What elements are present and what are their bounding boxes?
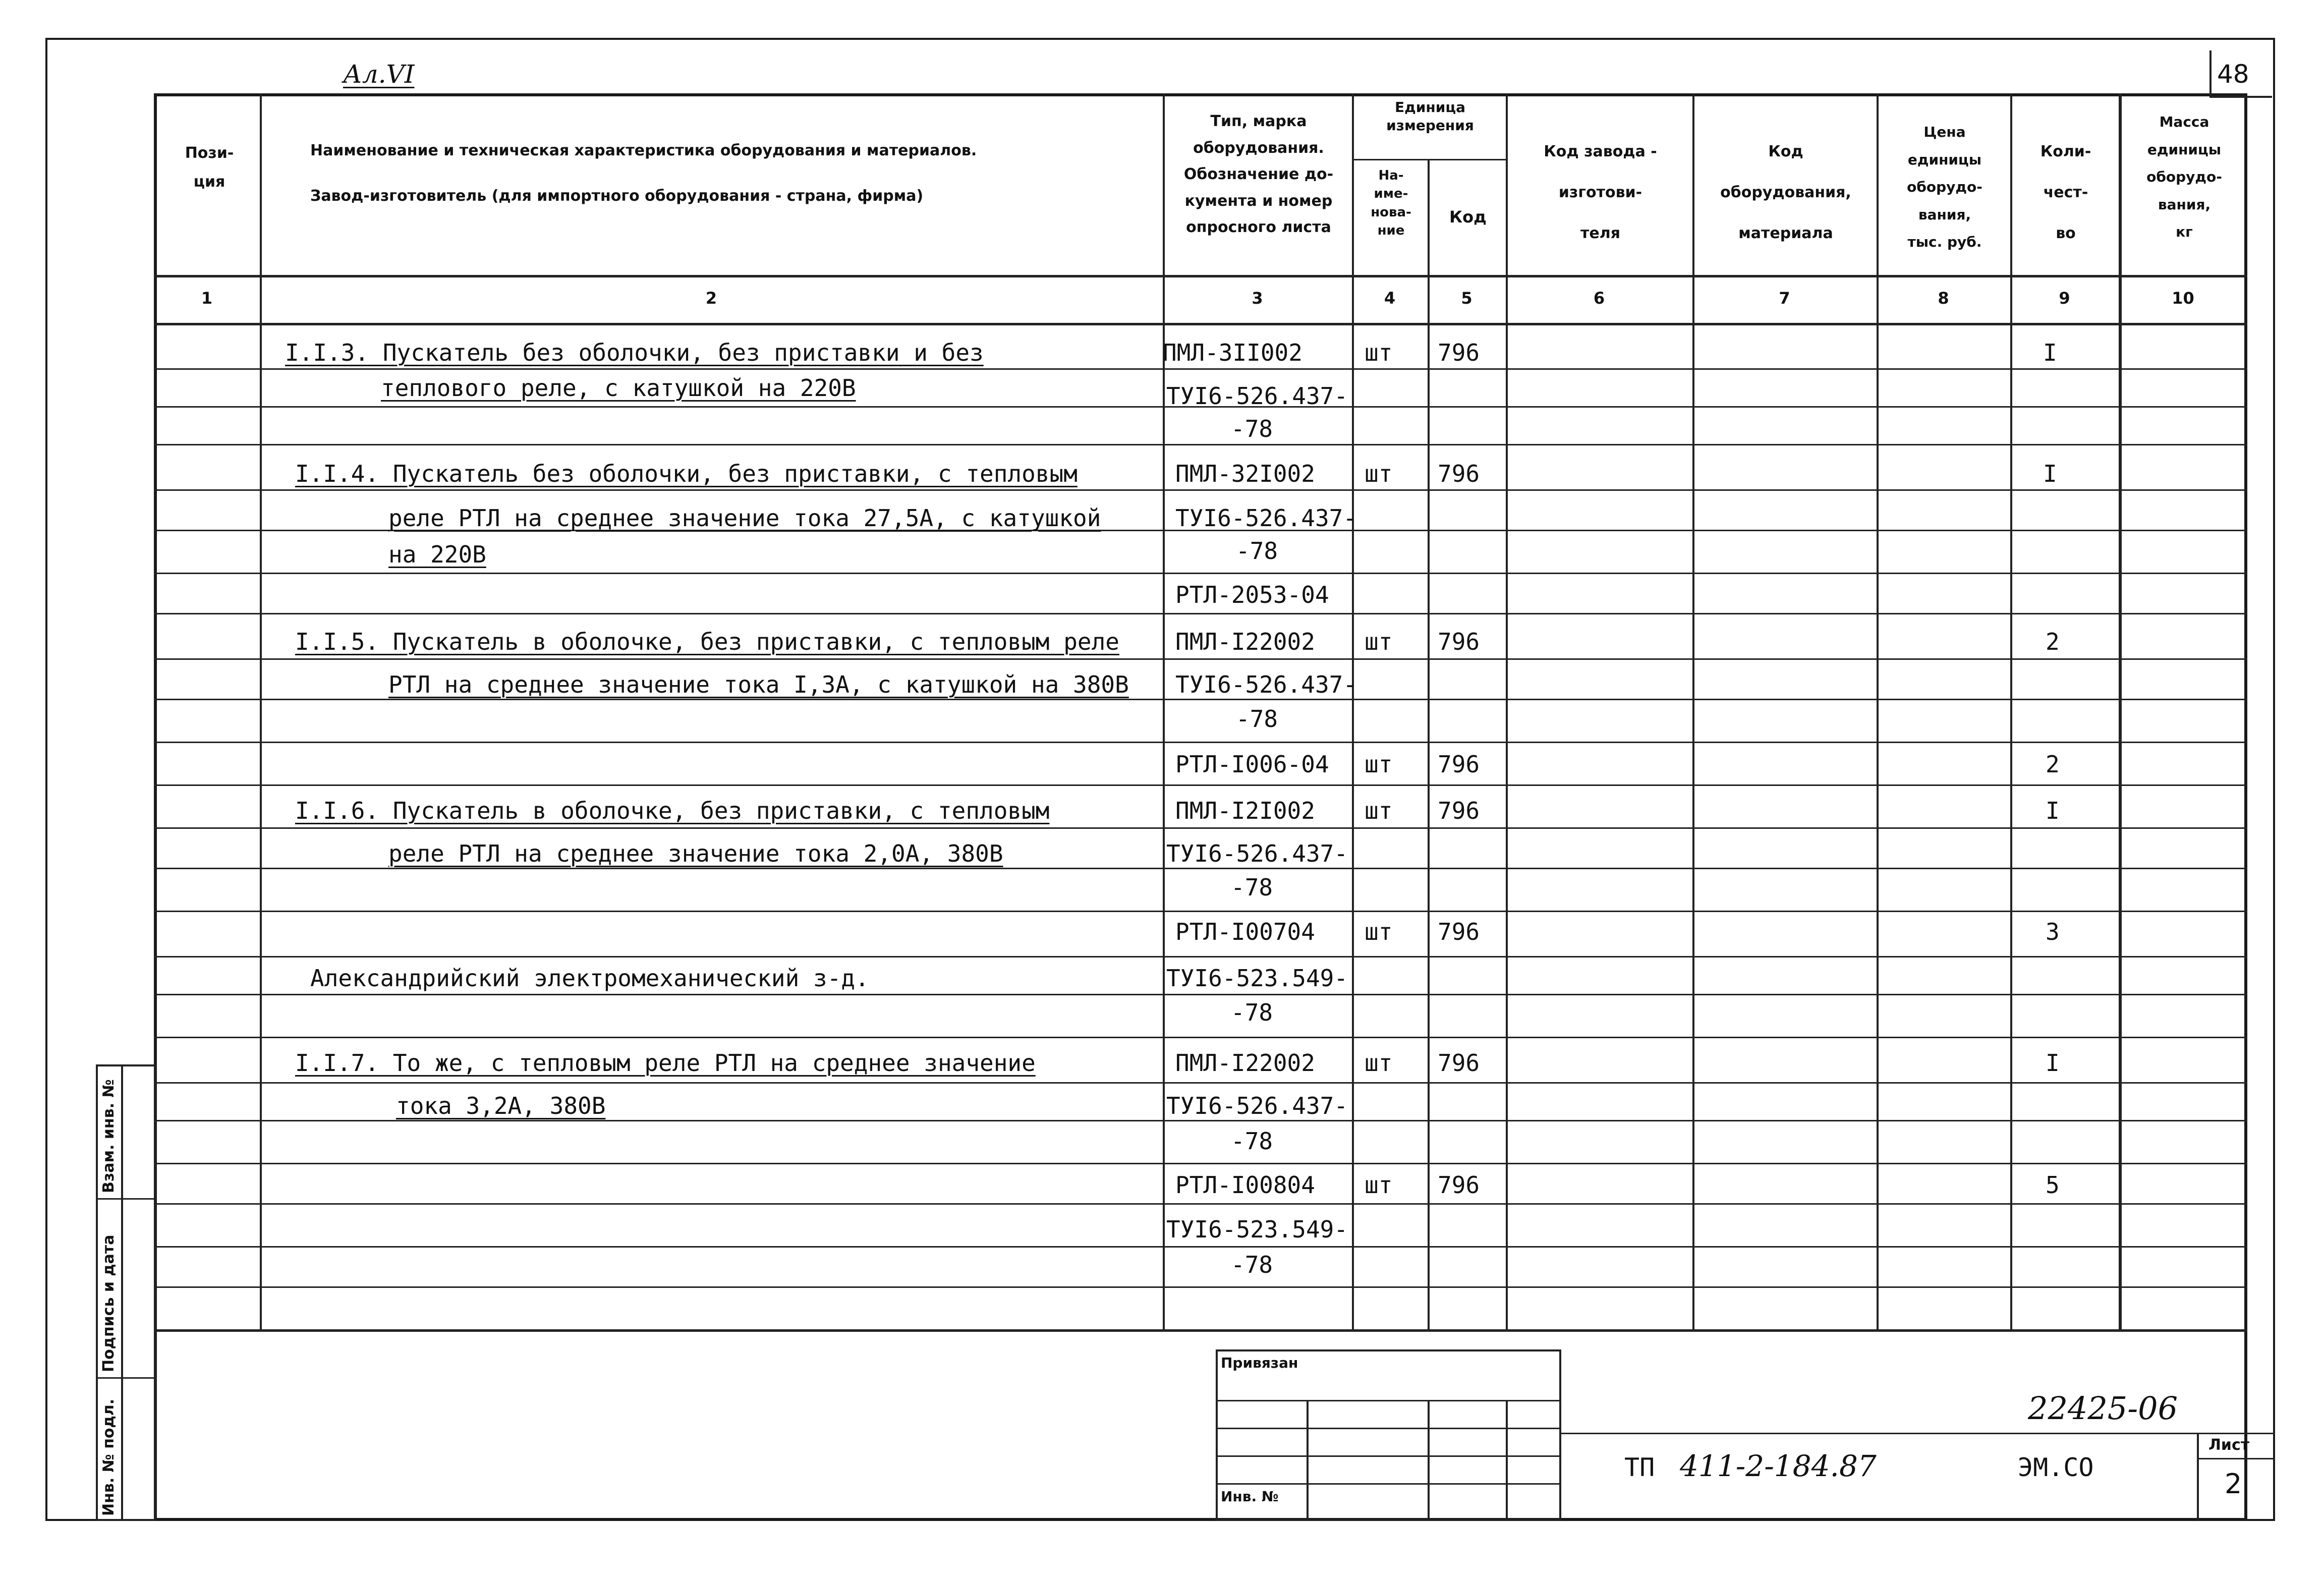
- side-inv-podl: Инв. № подл.: [100, 1398, 118, 1516]
- row-116b-type: РТЛ-I00704: [1175, 918, 1315, 945]
- header-name-line1: Наименование и техническая характеристика оборудования и материалов.: [310, 142, 977, 159]
- row-114-type-1: ПМЛ-32I002: [1175, 460, 1315, 487]
- row-115b-qty: 2: [2046, 751, 2060, 778]
- col-num-10: 10: [2172, 289, 2194, 308]
- privyazan-label: Привязан: [1221, 1355, 1298, 1371]
- header-equip-code: Код оборудования, материала: [1720, 143, 1851, 242]
- row-114-name-1: I.I.4. Пускатель без оболочки, без приставки, с тепловым: [295, 460, 1078, 487]
- row-114-qty: I: [2043, 460, 2057, 487]
- row-115b-type: РТЛ-I006-04: [1175, 751, 1329, 778]
- row-116b-unit: шт: [1365, 918, 1393, 945]
- row-114-type-3: -78: [1236, 537, 1278, 565]
- side-podpis-data: Подпись и дата: [100, 1234, 118, 1372]
- drawing-code: ТП: [1624, 1453, 1655, 1482]
- row-115-code: 796: [1438, 628, 1480, 655]
- maker-type-1: ТУI6-523.549-: [1166, 965, 1348, 992]
- row-114-code: 796: [1438, 460, 1480, 487]
- inventory-stamp: 22425-06: [2028, 1390, 2178, 1427]
- row-116-type-3: -78: [1231, 874, 1273, 901]
- row-113-qty: I: [2043, 339, 2057, 366]
- header-position: Пози- ция: [185, 144, 234, 191]
- row-114-name-3: на 220В: [388, 541, 486, 568]
- row-116b-qty: 3: [2046, 918, 2060, 945]
- col-num-1: 1: [201, 289, 213, 308]
- row-116-unit: шт: [1365, 797, 1393, 824]
- row-116b-code: 796: [1438, 918, 1480, 945]
- header-unit-group: Единица измерения: [1386, 99, 1474, 134]
- row-115-type-1: ПМЛ-I22002: [1175, 628, 1315, 655]
- row-117b-type-2: ТУI6-523.549-: [1166, 1216, 1348, 1243]
- row-117-type-3: -78: [1231, 1127, 1273, 1155]
- row-117-name-2: тока 3,2А, 380В: [396, 1092, 606, 1119]
- row-117b-type-3: -78: [1231, 1251, 1273, 1278]
- row-113-code: 796: [1438, 339, 1480, 366]
- sheet-number: 2: [2225, 1468, 2242, 1500]
- row-117b-type-1: РТЛ-I00804: [1175, 1171, 1315, 1199]
- col-num-8: 8: [1938, 289, 1949, 308]
- drawing-suffix: ЭМ.СО: [2018, 1453, 2094, 1482]
- header-unit-code: Код: [1449, 207, 1487, 227]
- row-113-name-2: теплового реле, с катушкой на 220В: [381, 374, 856, 402]
- sheet-label: Лист: [2208, 1436, 2250, 1454]
- header-quantity: Коли- чест- во: [2040, 143, 2091, 242]
- album-mark: Ал.VI: [343, 60, 415, 89]
- maker-type-2: -78: [1231, 999, 1273, 1026]
- col-num-5: 5: [1461, 289, 1472, 308]
- drawing-number: 411-2-184.87: [1680, 1449, 1877, 1483]
- inv-label: Инв. №: [1221, 1488, 1279, 1505]
- row-116-name-2: реле РТЛ на среднее значение тока 2,0А, 380В: [388, 840, 1003, 867]
- row-113-type-3: -78: [1231, 415, 1273, 442]
- header-name-line2: Завод-изготовитель (для импортного оборудования - страна, фирма): [310, 187, 924, 205]
- row-114-unit: шт: [1365, 460, 1393, 487]
- row-116-name-1: I.I.6. Пускатель в оболочке, без приставки, с тепловым: [295, 797, 1050, 824]
- row-116-code: 796: [1438, 797, 1480, 824]
- row-116-type-2: ТУI6-526.437-: [1166, 840, 1348, 867]
- row-117-code: 796: [1438, 1049, 1480, 1077]
- col-num-2: 2: [705, 289, 717, 308]
- row-117-qty: I: [2046, 1049, 2060, 1077]
- row-113-unit: шт: [1365, 339, 1393, 366]
- col-num-9: 9: [2059, 289, 2070, 308]
- row-115b-unit: шт: [1365, 751, 1393, 778]
- col-num-4: 4: [1384, 289, 1396, 308]
- header-unit-name: На- име- нова- ние: [1371, 168, 1411, 239]
- page-number: 48: [2217, 60, 2249, 89]
- maker-name: Александрийский электромеханический з-д.: [310, 965, 869, 992]
- row-117b-unit: шт: [1365, 1171, 1393, 1199]
- row-115-type-3: -78: [1236, 705, 1278, 732]
- row-114-type-4: РТЛ-2053-04: [1175, 581, 1329, 608]
- row-115-type-2: ТУI6-526.437-: [1175, 671, 1357, 698]
- row-117b-qty: 5: [2046, 1171, 2060, 1199]
- header-mass: Масса единицы оборудо- вания, кг: [2146, 114, 2222, 241]
- col-num-3: 3: [1252, 289, 1263, 308]
- row-117-name-1: I.I.7. То же, с тепловым реле РТЛ на среднее значение: [295, 1049, 1036, 1077]
- row-113-name-1: I.I.3. Пускатель без оболочки, без приставки и без: [285, 339, 984, 366]
- row-117-unit: шт: [1365, 1049, 1393, 1077]
- row-116-type-1: ПМЛ-I2I002: [1175, 797, 1315, 824]
- header-maker-code: Код завода - изготови- теля: [1544, 143, 1657, 242]
- header-type: Тип, марка оборудования. Обозначение до- кумента и номер опросного листа: [1183, 112, 1334, 236]
- row-115-qty: 2: [2046, 628, 2060, 655]
- row-115b-code: 796: [1438, 751, 1480, 778]
- row-115-name-1: I.I.5. Пускатель в оболочке, без приставки, с тепловым реле: [295, 628, 1119, 655]
- row-115-name-2: РТЛ на среднее значение тока I,3А, с катушкой на 380В: [388, 671, 1129, 698]
- row-113-type-2: ТУI6-526.437-: [1166, 382, 1348, 410]
- row-117b-code: 796: [1438, 1171, 1480, 1199]
- header-price: Цена единицы оборудо- вания, тыс. руб.: [1907, 124, 1982, 251]
- side-vzam-inv: Взам. инв. №: [100, 1079, 118, 1193]
- row-117-type-2: ТУI6-526.437-: [1166, 1092, 1348, 1119]
- row-115-unit: шт: [1365, 628, 1393, 655]
- row-116-qty: I: [2046, 797, 2060, 824]
- row-114-type-2: ТУI6-526.437-: [1175, 504, 1357, 532]
- col-num-7: 7: [1779, 289, 1790, 308]
- row-113-type-1: ПМЛ-3II002: [1163, 339, 1302, 366]
- row-114-name-2: реле РТЛ на среднее значение тока 27,5А, с катушкой: [388, 504, 1101, 532]
- row-117-type-1: ПМЛ-I22002: [1175, 1049, 1315, 1077]
- col-num-6: 6: [1593, 289, 1605, 308]
